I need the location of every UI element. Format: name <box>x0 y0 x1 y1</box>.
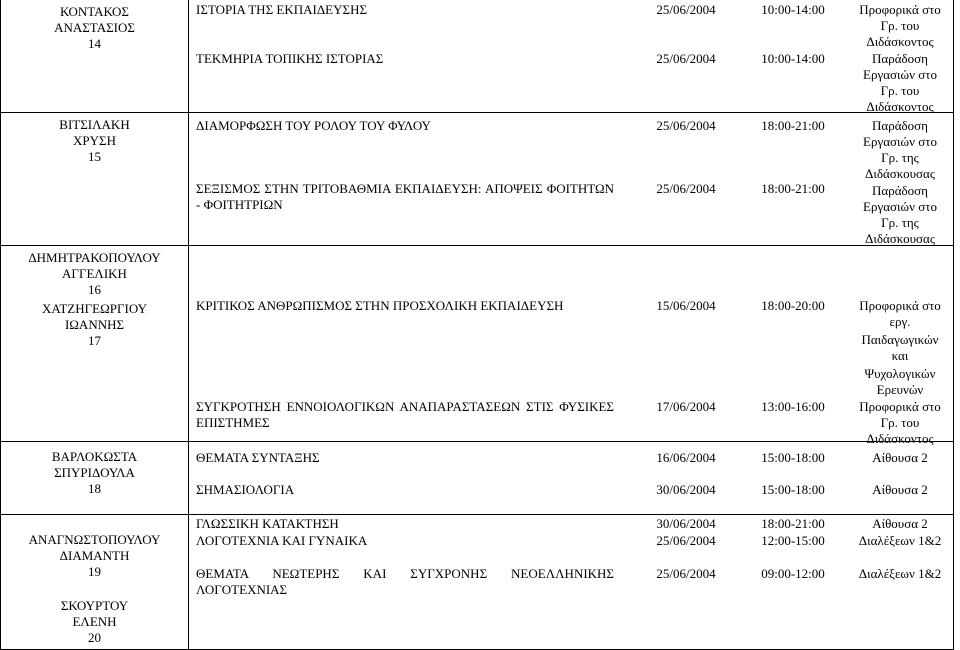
student-16-surname: ΔΗΜΗΤΡΑΚΟΠΟΥΛΟΥ <box>28 250 161 265</box>
exam-time: 18:00-21:00 <box>761 118 825 133</box>
exam-location: Γρ. του <box>880 83 920 98</box>
course-title: ΓΛΩΣΣΙΚΗ ΚΑΤΑΚΤΗΣΗ <box>196 516 339 531</box>
course-title: ΛΟΓΟΤΕΧΝΙΑ ΚΑΙ ΓΥΝΑΙΚΑ <box>196 533 368 548</box>
exam-location: Παράδοση <box>872 51 928 66</box>
exam-location: Ψυχολογικών <box>864 366 936 381</box>
student-17-number: 17 <box>88 333 101 348</box>
exam-location: Διδάσκοντος <box>866 99 934 114</box>
course-title: ΣΕΞΙΣΜΟΣ ΣΤΗΝ ΤΡΙΤΟΒΑΘΜΙΑ ΕΚΠΑΙΔΕΥΣΗ: ΑΠΟΨΕΙΣ ΦΟΙΤΗΤΩΝ - ΦΟΙΤΗΤΡΙΩΝ <box>196 181 614 212</box>
exam-time: 15:00-18:00 <box>761 450 825 465</box>
exam-location: Παράδοση <box>872 118 928 133</box>
exam-time: 18:00-20:00 <box>761 298 825 313</box>
course-title: ΘΕΜΑΤΑ ΝΕΩΤΕΡΗΣ ΚΑΙ ΣΥΓΧΡΟΝΗΣ ΝΕΟΕΛΛΗΝΙΚΗΣ ΛΟΓΟΤΕΧΝΙΑΣ <box>196 566 614 597</box>
exam-location: Αίθουσα 2 <box>872 450 928 465</box>
exam-time: 10:00-14:00 <box>761 2 825 17</box>
exam-location: Γρ. της <box>881 150 919 165</box>
exam-location: Προφορικά στο <box>859 298 941 313</box>
course-title: ΣΥΓΚΡΟΤΗΣΗ ΕΝΝΟΙΟΛΟΓΙΚΩΝ ΑΝΑΠΑΡΑΣΤΑΣΕΩΝ ΣΤΙΣ ΦΥΣΙΚΕΣ ΕΠΙΣΤΗΜΕΣ <box>196 399 614 430</box>
student-15-surname: ΒΙΤΣΙΛΑΚΗ <box>59 117 130 132</box>
exam-location: εργ. <box>889 314 911 329</box>
course-title: ΣΗΜΑΣΙΟΛΟΓΙΑ <box>196 482 295 497</box>
exam-location: Προφορικά στο <box>859 2 941 17</box>
student-18-number: 18 <box>88 481 101 496</box>
exam-date: 15/06/2004 <box>656 298 716 313</box>
course-title: ΔΙΑΜΟΡΦΩΣΗ ΤΟΥ ΡΟΛΟΥ ΤΟΥ ΦΥΛΟΥ <box>196 118 431 133</box>
exam-date: 30/06/2004 <box>656 482 716 497</box>
course-title: ΚΡΙΤΙΚΟΣ ΑΝΘΡΩΠΙΣΜΟΣ ΣΤΗΝ ΠΡΟΣΧΟΛΙΚΗ ΕΚΠΑΙΔΕΥΣΗ <box>196 298 564 313</box>
student-19-firstname: ΔΙΑΜΑΝΤΗ <box>59 548 130 563</box>
exam-location: Ερευνών <box>876 382 924 397</box>
student-15-number: 15 <box>88 149 101 164</box>
exam-date: 25/06/2004 <box>656 51 716 66</box>
exam-date: 25/06/2004 <box>656 533 716 548</box>
student-17-firstname: ΙΩΑΝΝΗΣ <box>64 317 125 332</box>
exam-date: 25/06/2004 <box>656 566 716 581</box>
row-divider <box>0 514 954 515</box>
exam-date: 25/06/2004 <box>656 181 716 196</box>
exam-time: 10:00-14:00 <box>761 51 825 66</box>
student-18-surname: ΒΑΡΛΟΚΩΣΤΑ <box>51 449 138 464</box>
exam-location: Γρ. του <box>880 18 920 33</box>
course-title: ΙΣΤΟΡΙΑ ΤΗΣ ΕΚΠΑΙΔΕΥΣΗΣ <box>196 2 368 17</box>
exam-date: 17/06/2004 <box>656 399 716 414</box>
exam-location: Προφορικά στο <box>859 399 941 414</box>
student-20-surname: ΣΚΟΥΡΤΟΥ <box>60 598 129 613</box>
student-18-firstname: ΣΠΥΡΙΔΟΥΛΑ <box>54 465 135 480</box>
exam-location: Αίθουσα 2 <box>872 482 928 497</box>
exam-time: 09:00-12:00 <box>761 566 825 581</box>
row-divider <box>0 112 954 113</box>
exam-location: και <box>891 348 909 363</box>
exam-location: Εργασιών στο <box>863 199 937 214</box>
student-16-firstname: ΑΓΓΕΛΙΚΗ <box>62 266 127 281</box>
exam-time: 18:00-21:00 <box>761 516 825 531</box>
exam-time: 18:00-21:00 <box>761 181 825 196</box>
exam-location: Γρ. της <box>881 215 919 230</box>
exam-location: Παιδαγωγικών <box>861 332 939 347</box>
exam-date: 25/06/2004 <box>656 118 716 133</box>
exam-date: 30/06/2004 <box>656 516 716 531</box>
student-19-number: 19 <box>88 564 101 579</box>
exam-location: Διαλέξεων 1&2 <box>858 533 942 548</box>
exam-location: Αίθουσα 2 <box>872 516 928 531</box>
exam-location: Εργασιών στο <box>863 67 937 82</box>
exam-time: 13:00-16:00 <box>761 399 825 414</box>
exam-time: 12:00-15:00 <box>761 533 825 548</box>
course-title: ΤΕΚΜΗΡΙΑ ΤΟΠΙΚΗΣ ΙΣΤΟΡΙΑΣ <box>196 51 384 66</box>
exam-location: Διδάσκοντος <box>866 431 934 446</box>
student-14-firstname: ΑΝΑΣΤΑΣΙΟΣ <box>54 20 135 35</box>
student-17-surname: ΧΑΤΖΗΓΕΩΡΓΙΟΥ <box>42 301 147 316</box>
row-divider <box>0 245 954 246</box>
student-14-surname: ΚΟΝΤΑΚΟΣ <box>59 4 129 19</box>
exam-location: Διαλέξεων 1&2 <box>858 566 942 581</box>
student-15-firstname: ΧΡΥΣΗ <box>73 133 116 148</box>
row-divider <box>0 441 954 442</box>
exam-time: 15:00-18:00 <box>761 482 825 497</box>
student-19-surname: ΑΝΑΓΝΩΣΤΟΠΟΥΛΟΥ <box>28 532 161 547</box>
column-divider <box>188 0 189 650</box>
exam-date: 16/06/2004 <box>656 450 716 465</box>
exam-location: Διδάσκοντος <box>866 34 934 49</box>
exam-location: Διδάσκουσας <box>865 231 935 246</box>
student-16-number: 16 <box>88 282 101 297</box>
exam-location: Παράδοση <box>872 183 928 198</box>
exam-location: Εργασιών στο <box>863 134 937 149</box>
student-20-number: 20 <box>88 630 101 645</box>
student-14-number: 14 <box>88 36 101 51</box>
course-title: ΘΕΜΑΤΑ ΣΥΝΤΑΞΗΣ <box>196 450 320 465</box>
student-20-firstname: ΕΛΕΝΗ <box>72 614 117 629</box>
exam-location: Γρ. του <box>880 415 920 430</box>
exam-location: Διδάσκουσας <box>865 166 935 181</box>
exam-date: 25/06/2004 <box>656 2 716 17</box>
